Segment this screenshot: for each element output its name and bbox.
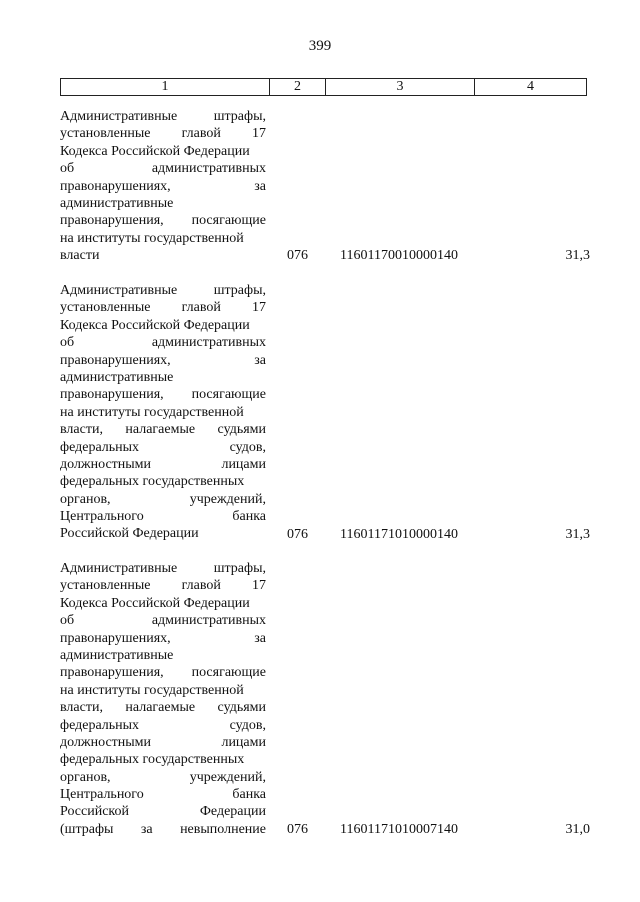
description-word: административные: [60, 195, 174, 211]
description-word: Кодекса Российской Федерации: [60, 317, 250, 333]
description-line: [60, 439, 266, 456]
description-line: [60, 404, 266, 421]
description-word: лицами: [221, 456, 266, 472]
description-word: судьями: [217, 422, 266, 438]
description-line: [60, 282, 266, 299]
description-word: федеральных: [60, 717, 140, 733]
description-line: [60, 178, 266, 195]
description-line: [60, 630, 266, 647]
description-line: [60, 125, 266, 142]
description-word: правонарушениях,: [60, 630, 171, 646]
description-word: налагаемые: [125, 422, 196, 438]
description-word: (штрафы: [60, 821, 114, 837]
description-word: административных: [151, 613, 266, 629]
description-line: [60, 143, 266, 160]
description-word: за: [254, 178, 266, 194]
header-col-3: 3: [326, 79, 475, 96]
description-line: [60, 195, 266, 212]
description-word: Кодекса Российской Федерации: [60, 595, 250, 611]
description-word: Центрального: [60, 787, 144, 803]
description-line: [60, 699, 266, 716]
header-col-2: 2: [270, 79, 326, 96]
row-description: [60, 560, 266, 838]
description-line: [60, 212, 266, 229]
row-kbk: 11601171010007140: [340, 822, 458, 837]
row-amount: 31,3: [565, 526, 590, 542]
description-word: административные: [60, 369, 174, 385]
description-word: об: [60, 613, 75, 629]
description-word: посягающие: [191, 665, 266, 681]
description-word: Российской: [60, 804, 129, 820]
description-word: Федерации: [199, 804, 266, 820]
description-word: лицами: [221, 734, 266, 750]
description-word: установленные: [60, 126, 151, 142]
description-word: судьями: [217, 700, 266, 716]
header-row: [61, 79, 587, 96]
description-line: [60, 456, 266, 473]
description-line: [60, 334, 266, 351]
description-word: правонарушениях,: [60, 178, 171, 194]
description-word: должностными: [60, 734, 152, 750]
description-line: [60, 769, 266, 786]
description-word: правонарушения,: [60, 665, 164, 681]
description-word: об: [60, 161, 75, 177]
description-word: органов,: [60, 769, 111, 785]
description-line: [60, 247, 266, 264]
description-word: главой: [181, 126, 221, 142]
description-word: власти: [60, 248, 100, 264]
description-word: Российской Федерации: [60, 526, 199, 542]
description-line: [60, 751, 266, 768]
description-line: [60, 717, 266, 734]
description-line: [60, 299, 266, 316]
description-word: власти,: [60, 422, 103, 438]
description-word: 17: [251, 300, 266, 316]
description-word: установленные: [60, 578, 151, 594]
description-word: судов,: [229, 439, 266, 455]
description-word: на институты государственной: [60, 230, 244, 246]
description-word: штрафы,: [213, 561, 266, 576]
description-line: [60, 491, 266, 508]
description-word: административных: [151, 161, 266, 177]
description-line: [60, 108, 266, 125]
row-code: 076: [287, 248, 308, 264]
row-kbk: 11601170010000140: [340, 248, 458, 264]
row-code: 076: [287, 822, 308, 837]
description-word: Кодекса Российской Федерации: [60, 143, 250, 159]
row-description: [60, 108, 266, 265]
description-line: [60, 525, 266, 542]
description-word: на институты государственной: [60, 682, 244, 698]
description-line: [60, 473, 266, 490]
description-line: [60, 803, 266, 820]
description-word: посягающие: [191, 387, 266, 403]
description-line: [60, 421, 266, 438]
description-word: на институты государственной: [60, 404, 244, 420]
description-word: налагаемые: [125, 700, 196, 716]
description-line: [60, 230, 266, 247]
description-line: [60, 160, 266, 177]
description-word: невыполнение: [180, 821, 266, 837]
description-word: административные: [60, 647, 174, 663]
description-word: Административные: [60, 109, 178, 124]
description-word: учреждений,: [189, 769, 266, 785]
description-word: правонарушения,: [60, 387, 164, 403]
header-col-1: 1: [61, 79, 270, 96]
description-line: [60, 786, 266, 803]
description-line: [60, 612, 266, 629]
column-header-table: [60, 78, 587, 96]
description-line: [60, 664, 266, 681]
description-line: [60, 577, 266, 594]
row-amount: 31,0: [565, 822, 590, 837]
description-word: учреждений,: [189, 491, 266, 507]
description-word: федеральных государственных: [60, 474, 245, 490]
description-line: [60, 734, 266, 751]
description-word: посягающие: [191, 213, 266, 229]
description-line: [60, 560, 266, 577]
description-word: за: [254, 352, 266, 368]
description-word: федеральных государственных: [60, 752, 245, 768]
description-word: установленные: [60, 300, 151, 316]
description-line: [60, 595, 266, 612]
page-number: 399: [308, 38, 332, 54]
row-kbk: 11601171010000140: [340, 526, 458, 542]
description-line: [60, 682, 266, 699]
header-col-4: 4: [475, 79, 587, 96]
description-word: банка: [232, 509, 266, 525]
description-word: 17: [251, 126, 266, 142]
description-line: [60, 386, 266, 403]
description-word: должностными: [60, 456, 152, 472]
description-line: [60, 508, 266, 525]
description-word: главой: [181, 300, 221, 316]
description-word: Административные: [60, 283, 178, 298]
description-word: Административные: [60, 561, 178, 576]
description-word: за: [140, 821, 153, 837]
description-word: административных: [151, 335, 266, 351]
description-word: судов,: [229, 717, 266, 733]
description-word: за: [254, 630, 266, 646]
description-word: федеральных: [60, 439, 140, 455]
row-description: [60, 282, 266, 543]
description-line: [60, 352, 266, 369]
description-word: штрафы,: [213, 109, 266, 124]
description-word: штрафы,: [213, 283, 266, 298]
description-word: 17: [251, 578, 266, 594]
description-word: правонарушениях,: [60, 352, 171, 368]
description-word: органов,: [60, 491, 111, 507]
row-code: 076: [287, 526, 308, 542]
row-amount: 31,3: [565, 248, 590, 264]
description-word: правонарушения,: [60, 213, 164, 229]
description-line: [60, 317, 266, 334]
description-line: [60, 647, 266, 664]
description-word: главой: [181, 578, 221, 594]
description-word: власти,: [60, 700, 103, 716]
description-line: [60, 369, 266, 386]
description-word: Центрального: [60, 509, 144, 525]
description-line: [60, 821, 266, 838]
description-word: об: [60, 335, 75, 351]
description-word: банка: [232, 787, 266, 803]
